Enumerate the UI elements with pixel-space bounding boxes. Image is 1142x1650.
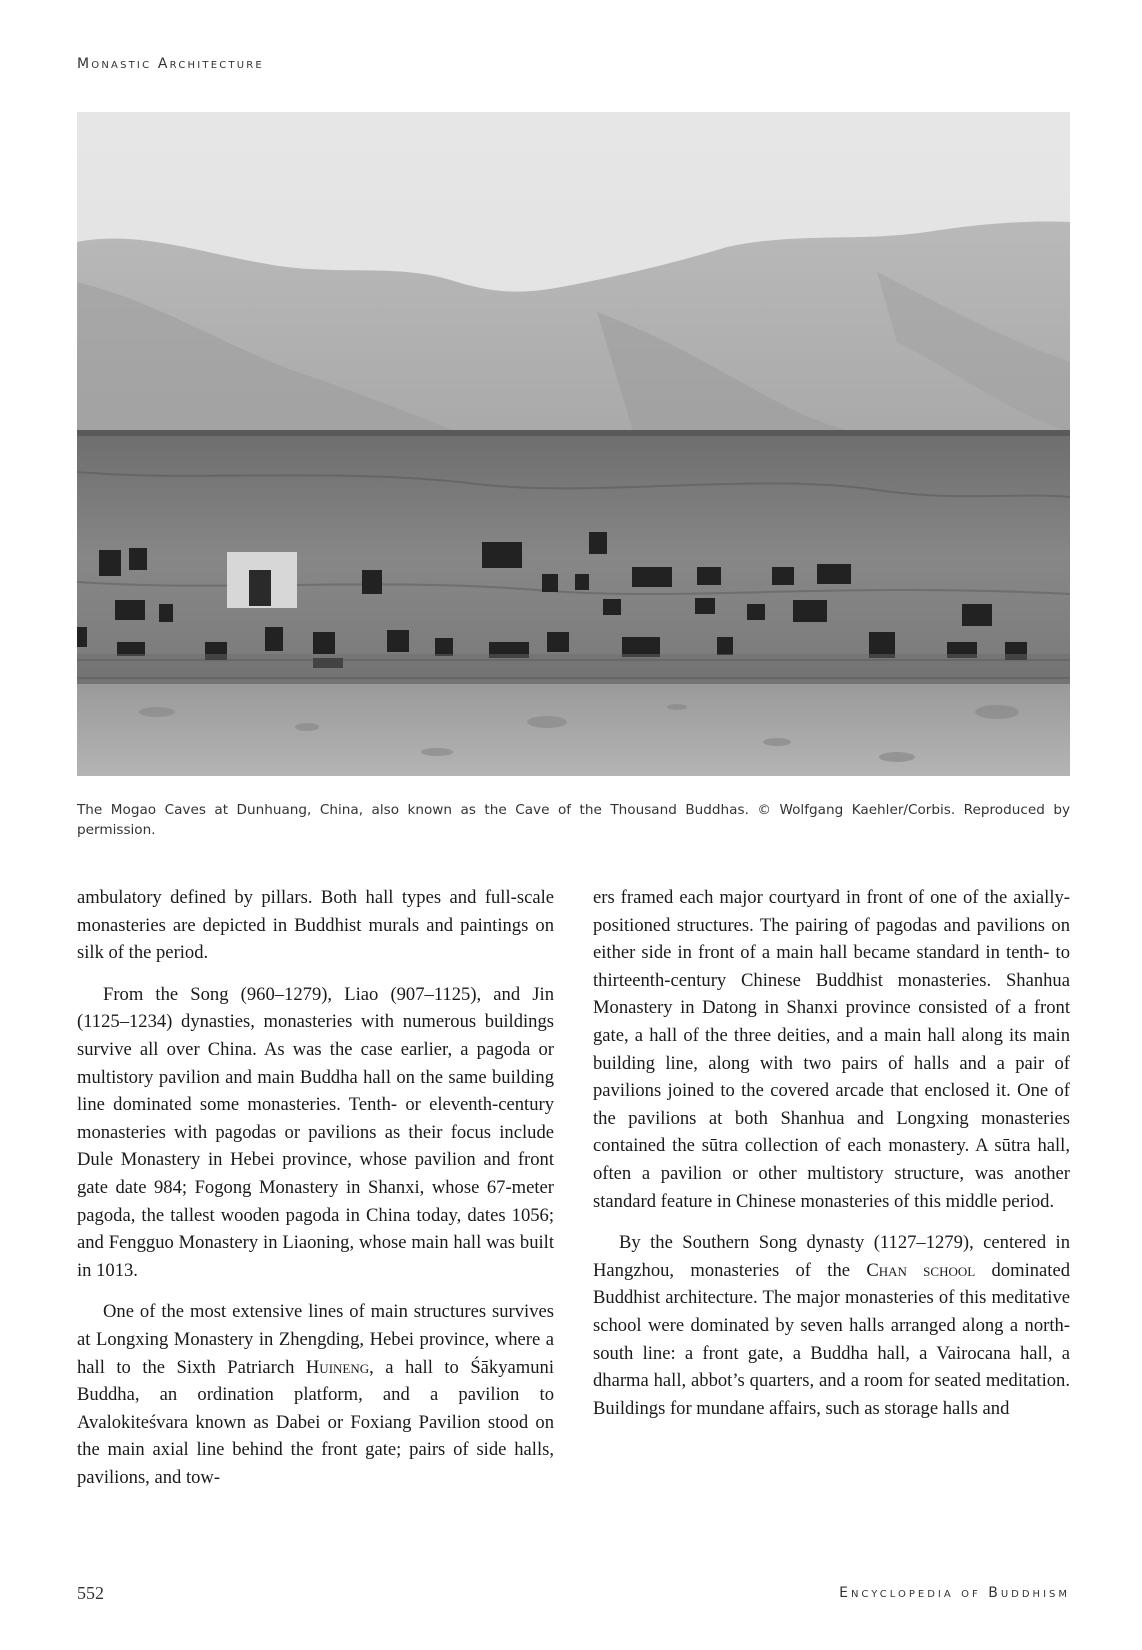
paragraph xyxy=(77,1298,554,1491)
paragraph xyxy=(593,1229,1070,1422)
text-run: , a hall to Śākyamuni Buddha, an ordination platform, and a pavilion to Avalokiteśvara known as Dabei or Foxiang Pavilion stood on the main axial line behind the front gate; pairs of side halls, pavilions, and tow- xyxy=(77,1356,554,1488)
running-head: Monastic Architecture xyxy=(77,56,264,72)
page-number: 552 xyxy=(77,1583,104,1603)
text-run: dominated Buddhist architecture. The major monasteries of this meditative school were dominated by seven halls arranged along a north-south line: a front gate, a Buddha hall, a Vairocana hall, a dharma hall, abbot’s quarters, and a room for seated meditation. Buildings for mundane affairs, such as storage halls and xyxy=(593,1259,1070,1419)
paragraph: ers framed each major courtyard in front of one of the axially-positioned structures. The pairing of pagodas and pavilions on either side in front of a main hall became standard in tenth- to thirteenth-century Chinese Buddhist monasteries. Shanhua Monastery in Datong in Shanxi province consisted of a front gate, a hall of the three deities, and a main hall along its main building line, along with two pairs of halls and a pair of pavilions joined to the covered arcade that enclosed it. One of the pavilions at both Shanhua and Longxing monasteries contained the sūtra collection of each monastery. A sūtra hall, often a pavilion or other multistory structure, was another standard feature in Chinese monasteries of this middle period. xyxy=(593,887,1070,1212)
fence xyxy=(77,654,1070,684)
paragraph: From the Song (960–1279), Liao (907–1125), and Jin (1125–1234) dynasties, monasteries with numerous buildings survive all over China. As was the case earlier, a pagoda or multistory pavilion and main Buddha hall on the same building line dominated some monasteries. Tenth- or eleventh-century monasteries with pagodas or pavilions as their focus include Dule Monastery in Hebei province, whose pavilion and front gate date 984; Fogong Monastery in Shanxi, whose 67-meter pagoda, the tallest wooden pagoda in China today, dates 1056; and Fengguo Monastery in Liaoning, whose main hall was built in 1013. xyxy=(77,983,554,1281)
text-run: By the Southern Song dynasty (1127–1279), centered in Hangzhou, monasteries of the xyxy=(593,1232,1070,1281)
cross-reference-huineng: Huineng xyxy=(305,1356,370,1378)
figure-caption: The Mogao Caves at Dunhuang, China, also known as the Cave of the Thousand Buddhas. © Wolfgang Kaehler/Corbis. Reproduced by permission. xyxy=(77,802,1070,838)
text-run: One of the most extensive lines of main structures survives at Longxing Monastery in Zhengding, Hebei province, where a hall to the Sixth Patriarch xyxy=(77,1301,554,1378)
photo-illustration xyxy=(77,112,1070,776)
cliff-top-edge xyxy=(77,430,1070,436)
right-column xyxy=(593,884,1070,1436)
book-title: Encyclopedia of Buddhism xyxy=(839,1585,1070,1601)
cross-reference-chan-school: Chan school xyxy=(866,1259,976,1281)
mogao-caves-photo xyxy=(77,112,1070,776)
left-column xyxy=(77,884,554,1505)
ground xyxy=(77,684,1070,776)
paragraph: ambulatory defined by pillars. Both hall types and full-scale monasteries are depicted in Buddhist murals and paintings on silk of the period. xyxy=(77,887,554,964)
